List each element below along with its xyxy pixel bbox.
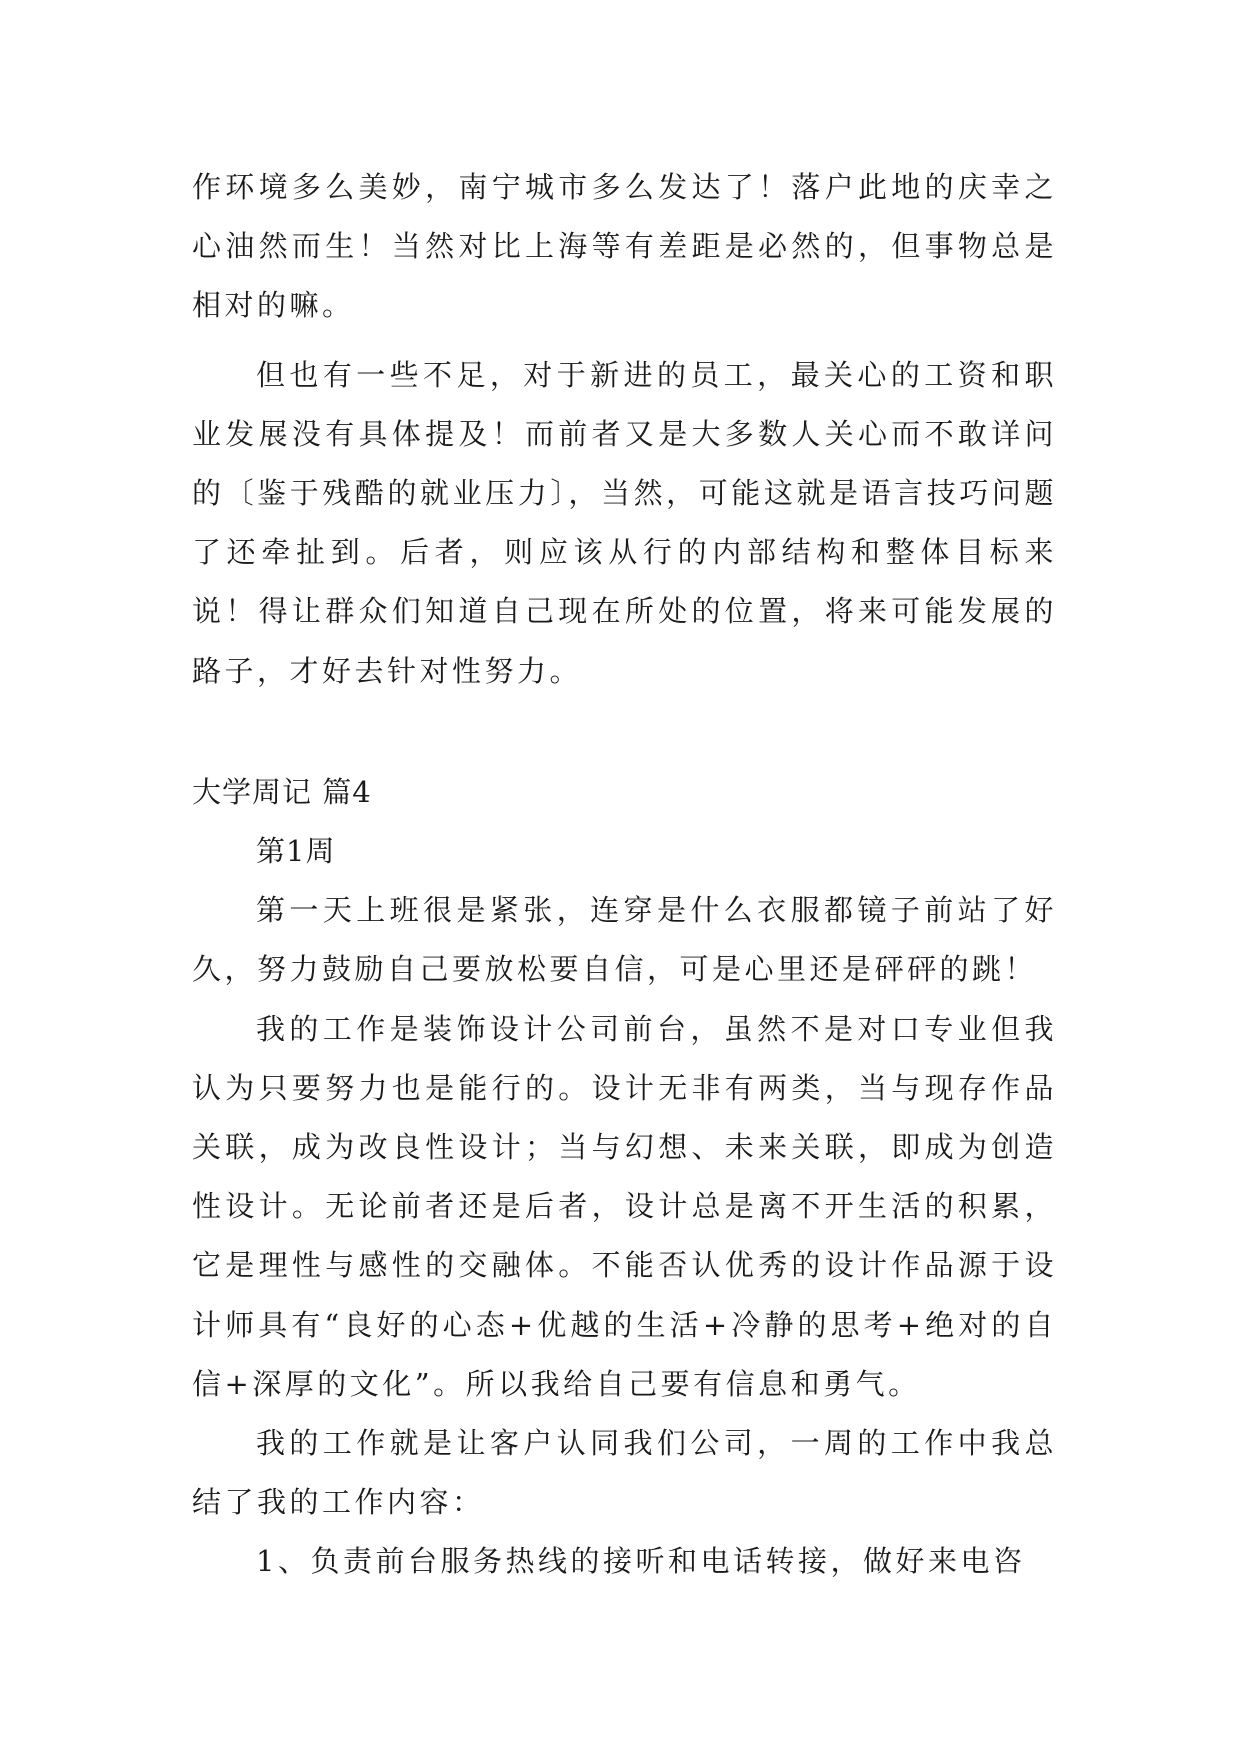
paragraph-first-day: 第一天上班很是紧张，连穿是什么衣服都镜子前站了好久，努力鼓励自己要放松要自信，可是心里还是砰砰的跳！ — [192, 893, 1057, 987]
paragraph-continued: 作环境多么美妙，南宁城市多么发达了！落户此地的庆幸之心油然而生！当然对比上海等有差距是必然的，但事物总是相对的嘛。 — [192, 170, 1057, 323]
document-page — [192, 158, 1057, 1592]
paragraph-work-summary: 我的工作就是让客户认同我们公司，一周的工作中我总结了我的工作内容： — [192, 1426, 1057, 1520]
paragraph-shortcomings: 但也有一些不足，对于新进的员工，最关心的工资和职业发展没有具体提及！而前者又是大多数人关心而不敢详问的〔鉴于残酷的就业压力〕，当然，可能这就是语言技巧问题了还牵扯到。后者，则应该从行的内部结构和整体目标来说！得让群众们知道自己现在所处的位置，将来可能发展的路子，才好去针对性努力。 — [192, 357, 1057, 688]
paragraph-job-description: 我的工作是装饰设计公司前台，虽然不是对口专业但我认为只要努力也是能行的。设计无非有两类，当与现存作品关联，成为改良性设计；当与幻想、未来关联，即成为创造性设计。无论前者还是后者，设计总是离不开生活的积累，它是理性与感性的交融体。不能否认优秀的设计作品源于设计师具有“良好的心态+优越的生活+冷静的思考+绝对的自信+深厚的文化”。所以我给自己要有信息和勇气。 — [192, 1011, 1057, 1401]
section-title: 大学周记 篇4 — [192, 774, 372, 809]
list-item-1: 1、负责前台服务热线的接听和电话转接，做好来电咨 — [256, 1544, 1026, 1579]
week-heading: 第1周 — [256, 834, 336, 869]
